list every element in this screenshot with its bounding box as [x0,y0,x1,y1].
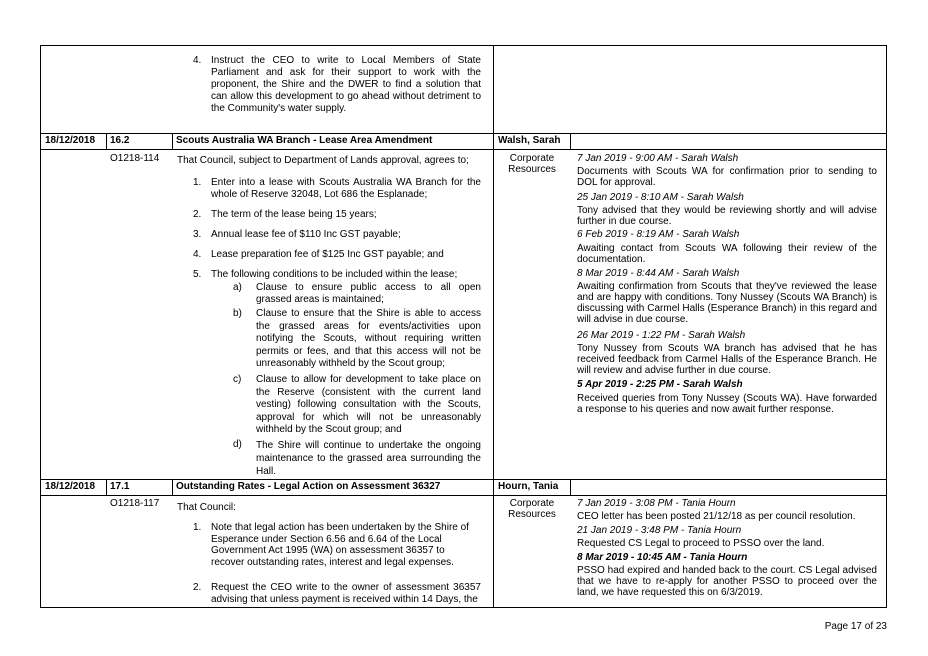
resolution-ref: O1218-117 [110,498,160,509]
update-heading: 7 Jan 2019 - 3:08 PM - Tania Hourn [577,498,736,509]
responsible-officer: Hourn, Tania [498,481,559,492]
item-number: 17.1 [110,481,130,492]
item-number: 16.2 [110,135,130,146]
subpoint-text: Clause to ensure that the Shire is able to access the grassed areas for events/activities upon notifying the Scouts, without requiring written permits or fees, and that this access will not be unreasonably withheld by the Scout group; [256,308,481,370]
col-divider [172,134,173,149]
update-heading: 8 Mar 2019 - 10:45 AM - Tania Hourn [577,552,748,563]
update-text: Received queries from Tony Nussey (Scouts WA). Have forwarded a response to his queries and now await further response. [577,393,877,415]
point-text: Lease preparation fee of $125 Inc GST payable; and [211,249,444,260]
subpoint-text: The Shire will continue to undertake the ongoing maintenance to the grassed area surrounding the Hall. [256,440,481,477]
update-text: Awaiting confirmation from Scouts that they've reviewed the lease and are happy with conditions. Tony Nussey (Scouts WA Branch) is discussing with Carmel Halls (Esperance Branch) in this regard and will advise in due course. [577,281,877,325]
col-divider [172,479,173,495]
col-divider [493,45,494,608]
meeting-date: 18/12/2018 [45,135,96,146]
point-number: 4. [193,55,202,66]
update-text: Tony Nussey from Scouts WA branch has advised that he has received feedback from Carmel Halls of the Esperance Branch. He will review and advise further in due course. [577,343,877,376]
update-text: Awaiting contact from Scouts WA following their review of the documentation. [577,243,877,265]
point-text: The term of the lease being 15 years; [211,209,377,220]
row-divider [40,133,887,134]
point-text: Annual lease fee of $110 Inc GST payable; [211,229,401,240]
update-text: PSSO had expired and handed back to the court. CS Legal advised that we have to re-apply for another PSSO to proceed over the land, we have requested this on 6/3/2019. [577,565,877,598]
col-divider [570,479,571,495]
point-number: 2. [193,582,202,593]
update-text: Requested CS Legal to proceed to PSSO over the land. [577,538,825,549]
subpoint-letter: d) [233,439,242,450]
subpoint-text: Clause to ensure public access to all open grassed areas is maintained; [256,282,481,305]
update-text: CEO letter has been posted 21/12/18 as per council resolution. [577,511,856,522]
responsible-officer: Walsh, Sarah [498,135,561,146]
resolution-intro: That Council: [177,502,236,513]
subpoint-letter: b) [233,308,242,319]
update-heading: 26 Mar 2019 - 1:22 PM - Sarah Walsh [577,330,746,341]
row-divider [40,149,887,150]
point-text: Note that legal action has been undertaken by the Shire of Esperance under Section 6.56 and 6.64 of the Local Government Act 1995 (WA) on assessment 36357 to recover outstanding rates, interest and legal expenses. [211,522,469,568]
update-text: Documents with Scouts WA for confirmation prior to sending to DOL for approval. [577,166,877,188]
resolution-ref: O1218-114 [110,153,160,164]
point-text: Enter into a lease with Scouts Australia WA Branch for the whole of Reserve 32048, Lot 686 the Esplanade; [211,177,481,200]
point-number: 4. [193,249,202,260]
point-number: 1. [193,177,202,188]
point-number: 5. [193,269,202,280]
col-divider [570,134,571,149]
subpoint-text: Clause to allow for development to take place on the Reserve (consistent with the current land vesting) following consultation with the Scouts, approval for which will not be unreasonably withheld by the Scout group; and [256,374,481,436]
point-number: 2. [193,209,202,220]
point-text: Request the CEO write to the owner of assessment 36357 advising that unless payment is received within 14 Days, the [211,582,481,605]
subpoint-letter: a) [233,282,242,293]
page-number: Page 17 of 23 [824,621,887,632]
point-text: Instruct the CEO to write to Local Members of State Parliament and ask for their support to work with the proponent, the Shire and the DWER to find a solution that can allow this development to go ahead without detriment to the Community's water supply. [211,55,481,114]
department: Corporate Resources [508,153,556,175]
update-heading: 21 Jan 2019 - 3:48 PM - Tania Hourn [577,525,742,536]
department: Corporate Resources [508,498,556,520]
point-number: 1. [193,522,202,533]
col-divider [106,134,107,149]
point-number: 3. [193,229,202,240]
col-divider [106,479,107,495]
resolution-intro: That Council, subject to Department of Lands approval, agrees to; [177,155,469,166]
update-heading: 8 Mar 2019 - 8:44 AM - Sarah Walsh [577,268,740,279]
update-text: Tony advised that they would be reviewing shortly and will advise further in due course. [577,205,877,227]
update-heading: 6 Feb 2019 - 8:19 AM - Sarah Walsh [577,229,740,240]
update-heading: 5 Apr 2019 - 2:25 PM - Sarah Walsh [577,379,743,390]
row-divider [40,479,887,480]
item-title: Outstanding Rates - Legal Action on Assessment 36327 [176,481,441,492]
update-heading: 25 Jan 2019 - 8:10 AM - Sarah Walsh [577,192,744,203]
item-title: Scouts Australia WA Branch - Lease Area Amendment [176,135,433,146]
row-divider [40,495,887,496]
meeting-date: 18/12/2018 [45,481,96,492]
point-text: The following conditions to be included within the lease; [211,269,458,280]
update-heading: 7 Jan 2019 - 9:00 AM - Sarah Walsh [577,153,739,164]
subpoint-letter: c) [233,374,242,385]
